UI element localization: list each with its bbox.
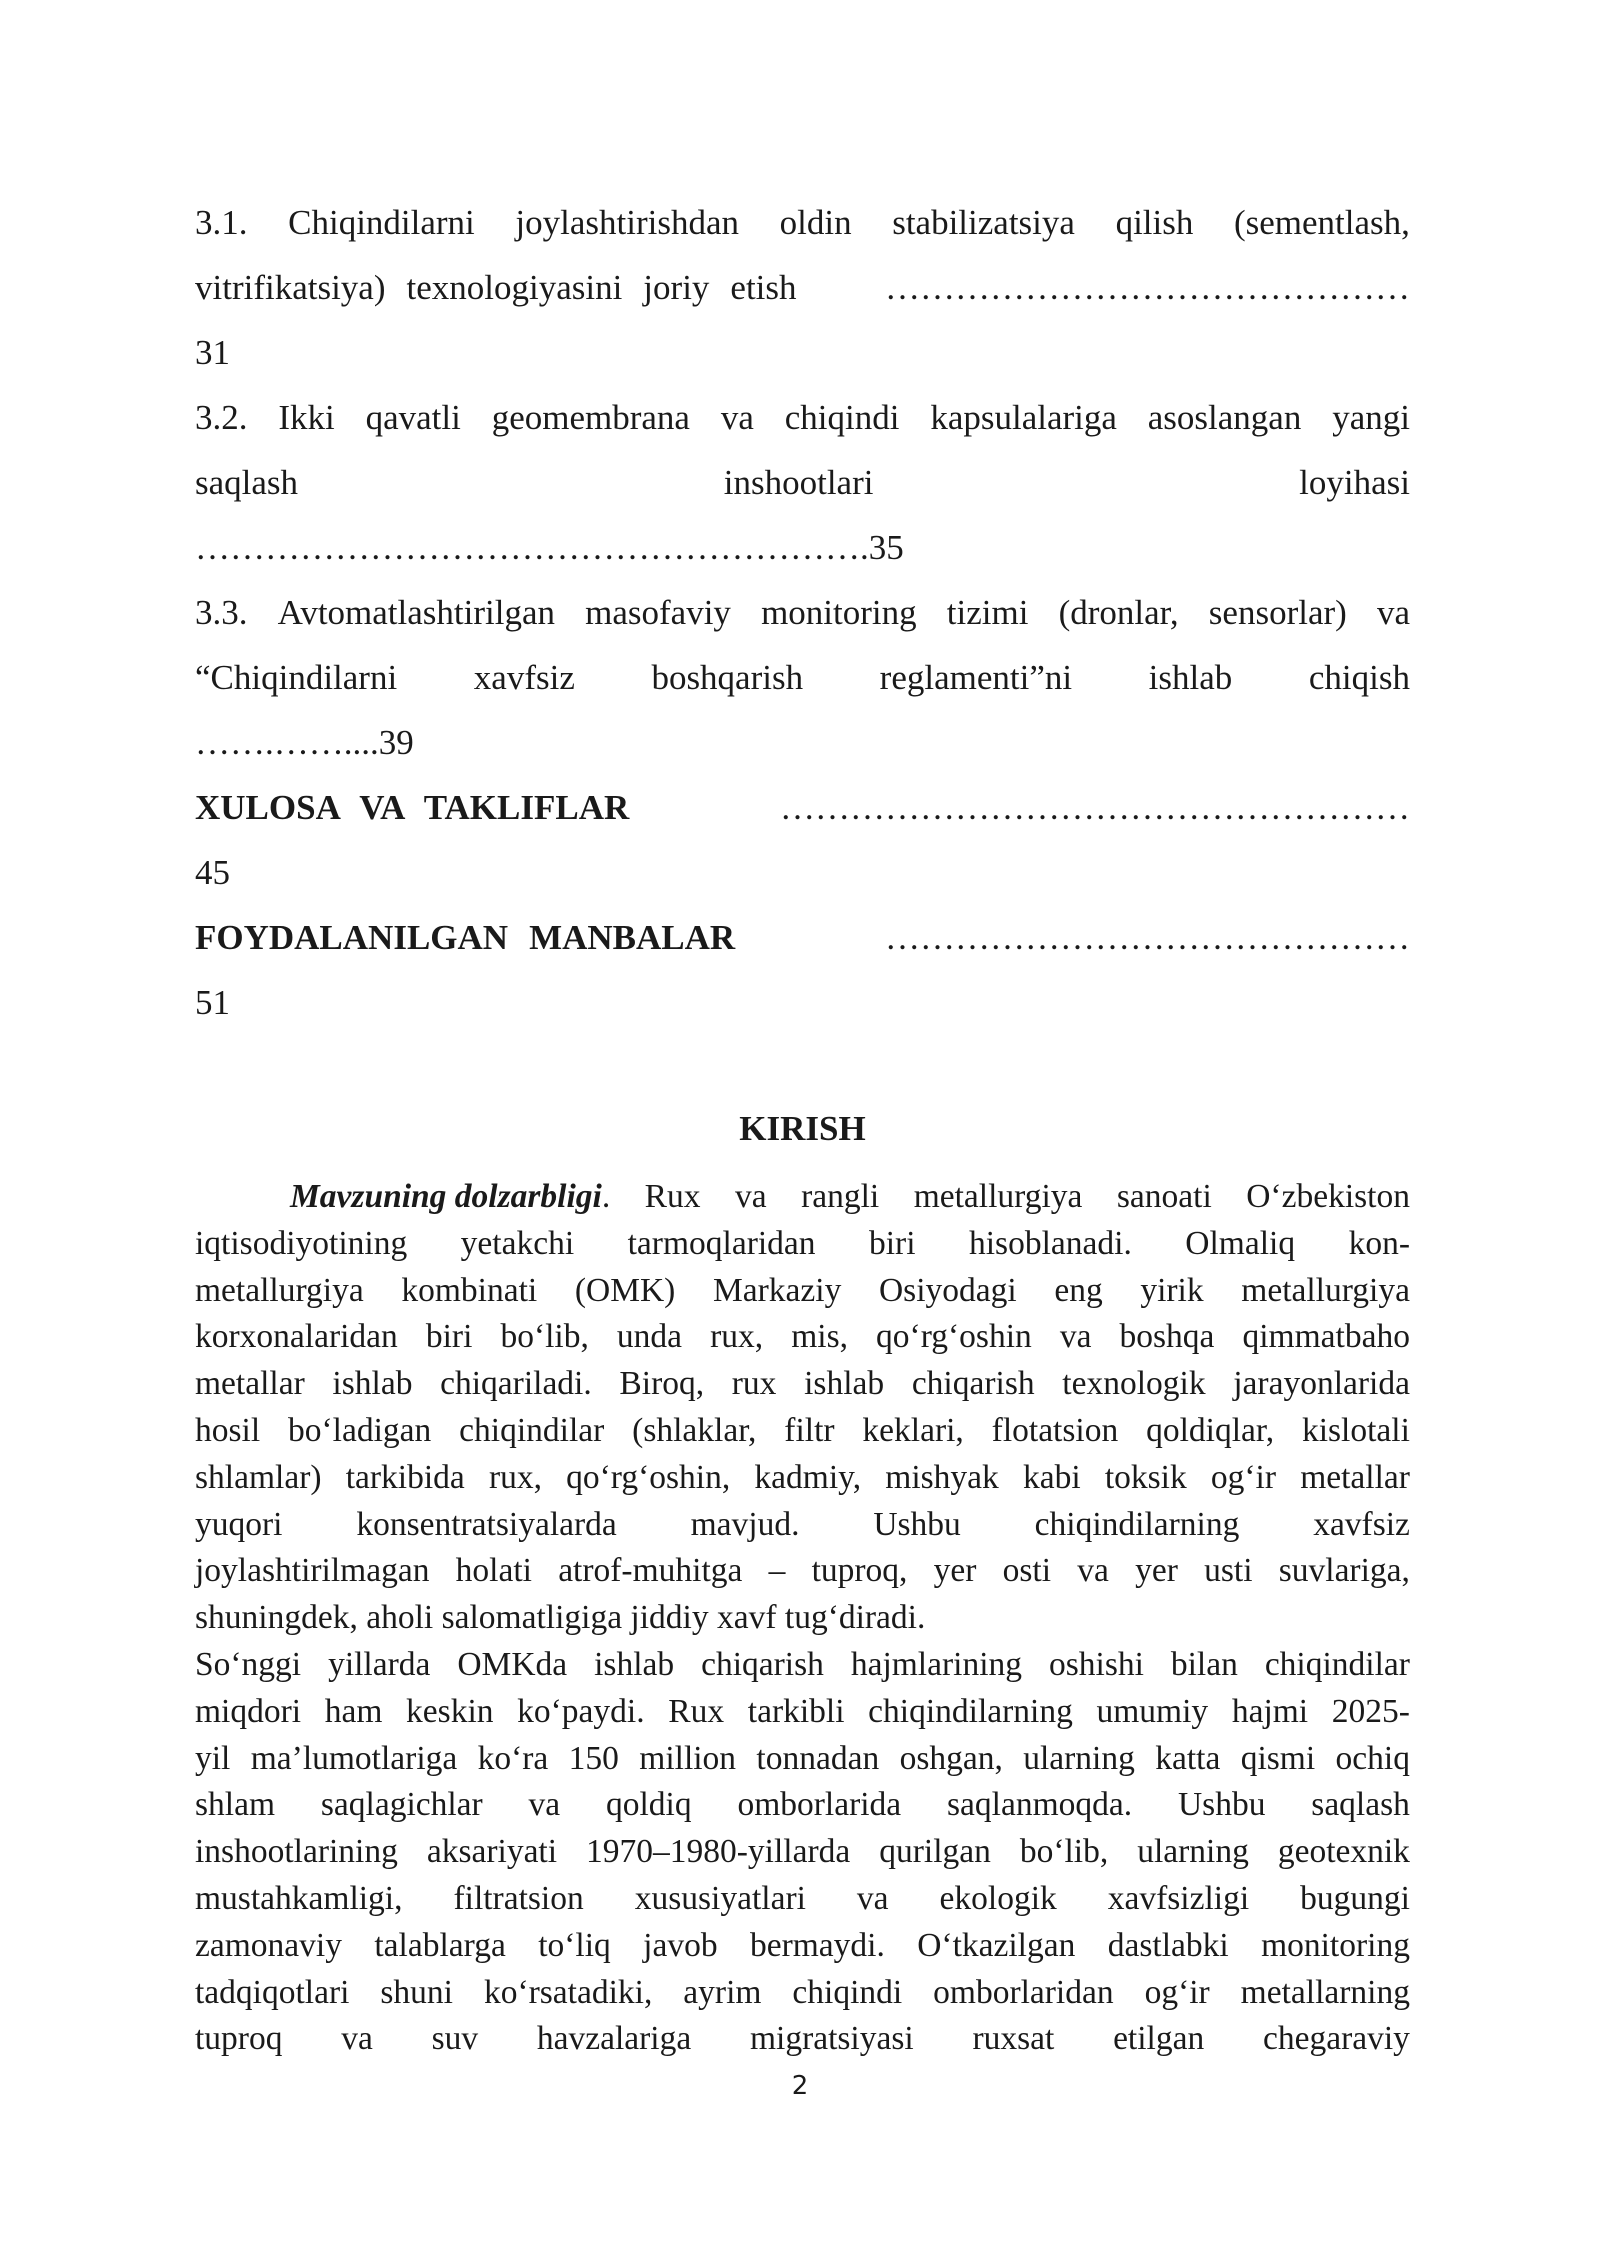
paragraph-line (195, 1642, 1410, 1689)
word: metallar (195, 1365, 305, 1403)
word: inshootlarining (195, 1833, 398, 1871)
word: va (856, 1879, 889, 1917)
word: joylashtirilmagan (195, 1552, 430, 1590)
word: sensorlar) (1208, 593, 1347, 632)
word: chiqarish (911, 1365, 1035, 1403)
word: rux, (710, 1318, 764, 1356)
word: Ushbu (873, 1505, 961, 1543)
word: kombinati (401, 1271, 538, 1309)
word: ko‘ra (477, 1739, 549, 1777)
word: chiqindilar (459, 1411, 605, 1449)
word: Osiyodagi (878, 1271, 1017, 1309)
word: texnologik (1062, 1365, 1206, 1403)
word: tonnadan (756, 1739, 880, 1777)
word: keklari, (862, 1411, 964, 1449)
paragraph-line (195, 1970, 1410, 2017)
toc-conclusion-title: XULOSA VA TAKLIFLAR (195, 788, 630, 827)
word: og‘ir (1210, 1458, 1277, 1496)
word: iqtisodiyotining (195, 1224, 408, 1262)
word: Avtomatlashtirilgan (277, 593, 555, 632)
word: tuproq, (811, 1552, 908, 1590)
paragraph-line (195, 1876, 1410, 1923)
word: omborlarida (737, 1786, 902, 1824)
word: sanoati (1116, 1178, 1212, 1215)
word: bugungi (1300, 1879, 1410, 1917)
word: chiqindi (792, 1973, 903, 2011)
word: biri (425, 1318, 473, 1356)
page-number: 2 (791, 2071, 809, 2101)
toc-dot-leader: ……………………………………… (885, 918, 1410, 957)
word: hosil (195, 1411, 261, 1449)
toc-entry-3-3-line-1 (195, 580, 1410, 645)
word: rux (731, 1365, 777, 1403)
word: va (528, 1786, 561, 1824)
word: yil (195, 1739, 231, 1777)
word: tadqiqotlari (195, 1973, 350, 2011)
word: asoslangan (1147, 398, 1302, 437)
word: tarkibli (747, 1692, 845, 1730)
toc-sources-title: FOYDALANILGAN MANBALAR (195, 918, 736, 957)
word: 3.1. (195, 203, 248, 242)
paragraph-line (195, 1174, 1410, 1221)
word: kabi (1022, 1458, 1081, 1496)
word: Rux (668, 1692, 725, 1730)
word: 1970–1980-yillarda (586, 1833, 851, 1871)
word: xavfsiz (473, 658, 575, 697)
paragraph-line (195, 1502, 1410, 1549)
word: va (1059, 1318, 1092, 1356)
word: usti (1204, 1552, 1253, 1590)
toc-page-number: 51 (195, 983, 230, 1022)
word: saqlanmoqda. (947, 1786, 1133, 1824)
word: yetakchi (460, 1224, 575, 1262)
toc-entry-3-2-leader: ………………………………………………….35 (195, 528, 904, 567)
word: zamonaviy (195, 1926, 342, 1964)
word: unda (616, 1318, 683, 1356)
word: ochiq (1335, 1739, 1410, 1777)
word: ayrim (683, 1973, 762, 2011)
word: bilan (1170, 1645, 1238, 1683)
word: stabilizatsiya (892, 203, 1075, 242)
word: 150 (568, 1739, 619, 1777)
toc-dot-leader: ……………………………………… (885, 268, 1410, 307)
word: ko‘rsatadiki, (483, 1973, 653, 2011)
word: oldin (779, 203, 852, 242)
word: va (341, 2020, 373, 2058)
paragraph-line (195, 1736, 1410, 1783)
word: Ikki (278, 398, 335, 437)
paragraph-line (195, 1268, 1410, 1315)
word: Rux (644, 1178, 701, 1215)
word: mis, (791, 1318, 848, 1356)
word: chiqindilarning (868, 1692, 1073, 1730)
word: saqlagichlar (320, 1786, 483, 1824)
word: Markaziy (712, 1271, 842, 1309)
word: qilish (1115, 203, 1194, 242)
word: yirik (1140, 1271, 1204, 1309)
word: mishyak (885, 1458, 999, 1496)
word: O‘zbekiston (1246, 1178, 1410, 1215)
paragraph-line (195, 2016, 1410, 2063)
word: xavfsiz (1313, 1505, 1410, 1543)
word: umumiy (1096, 1692, 1209, 1730)
word: omborlaridan (933, 1973, 1114, 2011)
word: konsentratsiyalarda (356, 1505, 617, 1543)
word: tarkibida (345, 1458, 465, 1496)
word: O‘tkazilgan (917, 1926, 1076, 1964)
word: chiqarish (701, 1645, 824, 1683)
word: yer (933, 1552, 977, 1590)
word: bo‘lib, (1019, 1833, 1109, 1871)
word: million (639, 1739, 737, 1777)
word: oshgan, (899, 1739, 1003, 1777)
word: aksariyati (426, 1833, 558, 1871)
paragraph-line (195, 1829, 1410, 1876)
word: chiqariladi. (440, 1365, 592, 1403)
word: hajmlarining (850, 1645, 1023, 1683)
word: “Chiqindilarni (195, 658, 398, 697)
word: yangi (1332, 398, 1410, 437)
word: yillarda (328, 1645, 431, 1683)
section-heading: KIRISH (739, 1109, 866, 1148)
word: (shlaklar, (632, 1411, 757, 1449)
toc-entry-3-3-line-2 (195, 645, 1410, 710)
word: yer (1135, 1552, 1178, 1590)
word: chiqindilarning (1034, 1505, 1240, 1543)
word: yuqori (195, 1505, 283, 1543)
paragraph-line (195, 1314, 1410, 1361)
word: kon- (1348, 1224, 1410, 1262)
word: ishlab (594, 1645, 675, 1683)
word: mustahkamligi, (195, 1879, 403, 1917)
word: monitoring (1261, 1926, 1410, 1964)
word: katta (1155, 1739, 1221, 1777)
word: kislotali (1301, 1411, 1410, 1449)
word: hajmi (1231, 1692, 1309, 1730)
word: kadmiy, (754, 1458, 862, 1496)
paragraph-line (195, 1923, 1410, 1970)
toc-entry-3-2-line-2 (195, 450, 1410, 515)
word: og‘ir (1144, 1973, 1210, 2011)
word: qavatli (365, 398, 461, 437)
word: boshqarish (651, 658, 804, 697)
word: mavjud. (690, 1505, 800, 1543)
toc-entry-3-1-text: vitrifikatsiya) texnologiyasini joriy etish (195, 268, 797, 307)
word: va (720, 398, 754, 437)
word: ko‘paydi. (517, 1692, 645, 1730)
word: tarmoqlaridan (627, 1224, 816, 1262)
word: qo‘rg‘oshin (876, 1318, 1032, 1356)
word: (sementlash, (1233, 203, 1410, 242)
word: tuproq (195, 2020, 283, 2058)
word: geotexnik (1277, 1833, 1410, 1871)
paragraph-line (195, 1408, 1410, 1455)
word: ham (324, 1692, 383, 1730)
word: ishlab (1148, 658, 1233, 697)
word: qimmatbaho (1242, 1318, 1410, 1356)
toc-dot-leader: ……………………………………………… (780, 788, 1410, 827)
word: va (735, 1178, 767, 1215)
word: Chiqindilarni (288, 203, 475, 242)
word: javob (643, 1926, 718, 1964)
word: metallurgiya (195, 1271, 364, 1309)
word: shlam (195, 1786, 276, 1824)
word: xususiyatlari (634, 1879, 806, 1917)
word: rux, (488, 1458, 542, 1496)
word: flotatsion (991, 1411, 1119, 1449)
word: etilgan (1113, 2020, 1205, 2058)
word: qo‘rg‘oshin, (566, 1458, 731, 1496)
word: korxonalaridan (195, 1318, 398, 1356)
word: qurilgan (879, 1833, 991, 1871)
word: shlamlar) (195, 1458, 322, 1496)
word: OMKda (457, 1645, 568, 1683)
word: migratsiyasi (749, 2020, 914, 2058)
word: toksik (1104, 1458, 1187, 1496)
word: qoldiq (605, 1786, 692, 1824)
word: (dronlar, (1058, 593, 1179, 632)
word: tizimi (946, 593, 1029, 632)
word: inshootlari (723, 463, 874, 502)
word: dastlabki (1107, 1926, 1229, 1964)
word: (OMK) (574, 1271, 676, 1309)
word: metallarning (1240, 1973, 1410, 2011)
toc-entry-3-3-leader: …….……....39 (195, 723, 414, 762)
word: suvlariga, (1278, 1552, 1410, 1590)
word: chegaraviy (1262, 2020, 1410, 2058)
word: metallurgiya (913, 1178, 1083, 1215)
word: boshqa (1119, 1318, 1215, 1356)
word: va (1376, 593, 1410, 632)
lead-phrase: Mavzuning dolzarbligi. (290, 1178, 611, 1215)
word: 2025- (1331, 1692, 1410, 1730)
word: filtr (784, 1411, 835, 1449)
paragraph-line (195, 1782, 1410, 1829)
word: atrof-muhitga (558, 1552, 743, 1590)
word: chiqindilar (1264, 1645, 1410, 1683)
word: havzalariga (536, 2020, 692, 2058)
word: keskin (406, 1692, 494, 1730)
word: eng (1054, 1271, 1103, 1309)
paragraph-line (195, 1221, 1410, 1268)
word: va (1077, 1552, 1109, 1590)
word: kapsulalariga (930, 398, 1117, 437)
word: Olmaliq (1185, 1224, 1296, 1262)
word: ularning (1023, 1739, 1135, 1777)
word: rangli (801, 1178, 880, 1215)
introduction-body (195, 1174, 1410, 2063)
word: suv (431, 2020, 479, 2058)
word: saqlash (195, 463, 299, 502)
word: So‘nggi (195, 1645, 302, 1683)
toc-entry-3-1-line-1 (195, 190, 1410, 255)
toc-page-number: 45 (195, 853, 230, 892)
word: reglamenti”ni (879, 658, 1073, 697)
toc-entry-3-1-line-2 (195, 255, 1410, 320)
word: ishlab (804, 1365, 885, 1403)
word: Ushbu (1177, 1786, 1266, 1824)
word: xavfsizligi (1107, 1879, 1250, 1917)
word: 3.3. (195, 593, 248, 632)
word: osti (1002, 1552, 1052, 1590)
word: metallar (1300, 1458, 1410, 1496)
word: masofaviy (585, 593, 731, 632)
word: ularning (1137, 1833, 1249, 1871)
word: bermaydi. (749, 1926, 885, 1964)
word: saqlash (1311, 1786, 1410, 1824)
word: biri (869, 1224, 916, 1262)
word: – (768, 1552, 786, 1590)
paragraph-line (195, 1455, 1410, 1502)
word: 3.2. (195, 398, 248, 437)
word: jarayonlarida (1233, 1365, 1410, 1403)
table-of-contents (195, 190, 1410, 1035)
word: talablarga (374, 1926, 506, 1964)
word: filtratsion (453, 1879, 584, 1917)
word: qoldiqlar, (1146, 1411, 1275, 1449)
word: ekologik (939, 1879, 1057, 1917)
word: ruxsat (972, 2020, 1055, 2058)
paragraph-line (195, 1548, 1410, 1595)
word: chiqish (1308, 658, 1410, 697)
toc-entry-conclusion (195, 775, 1410, 840)
word: joylashtirishdan (515, 203, 739, 242)
word: ishlab (332, 1365, 413, 1403)
word: to‘liq (538, 1926, 611, 1964)
toc-entry-3-2-line-1 (195, 385, 1410, 450)
word: geomembrana (491, 398, 690, 437)
toc-entry-sources (195, 905, 1410, 970)
word: ma’lumotlariga (250, 1739, 458, 1777)
word: oshishi (1048, 1645, 1144, 1683)
paragraph-line (195, 1361, 1410, 1408)
word: miqdori (195, 1692, 302, 1730)
word: hisoblanadi. (969, 1224, 1132, 1262)
word: holati (455, 1552, 532, 1590)
word: loyihasi (1299, 463, 1410, 502)
paragraph-line (195, 1689, 1410, 1736)
word: Biroq, (619, 1365, 705, 1403)
word: metallurgiya (1241, 1271, 1410, 1309)
word: qismi (1240, 1739, 1316, 1777)
paragraph-line-last: shuningdek, aholi salomatligiga jiddiy xavf tug‘diradi. (195, 1599, 926, 1637)
word: bo‘ladigan (288, 1411, 432, 1449)
word: monitoring (761, 593, 917, 632)
toc-page-number: 31 (195, 333, 230, 372)
word: shuni (380, 1973, 453, 2011)
word: chiqindi (784, 398, 900, 437)
word: bo‘lib, (500, 1318, 589, 1356)
